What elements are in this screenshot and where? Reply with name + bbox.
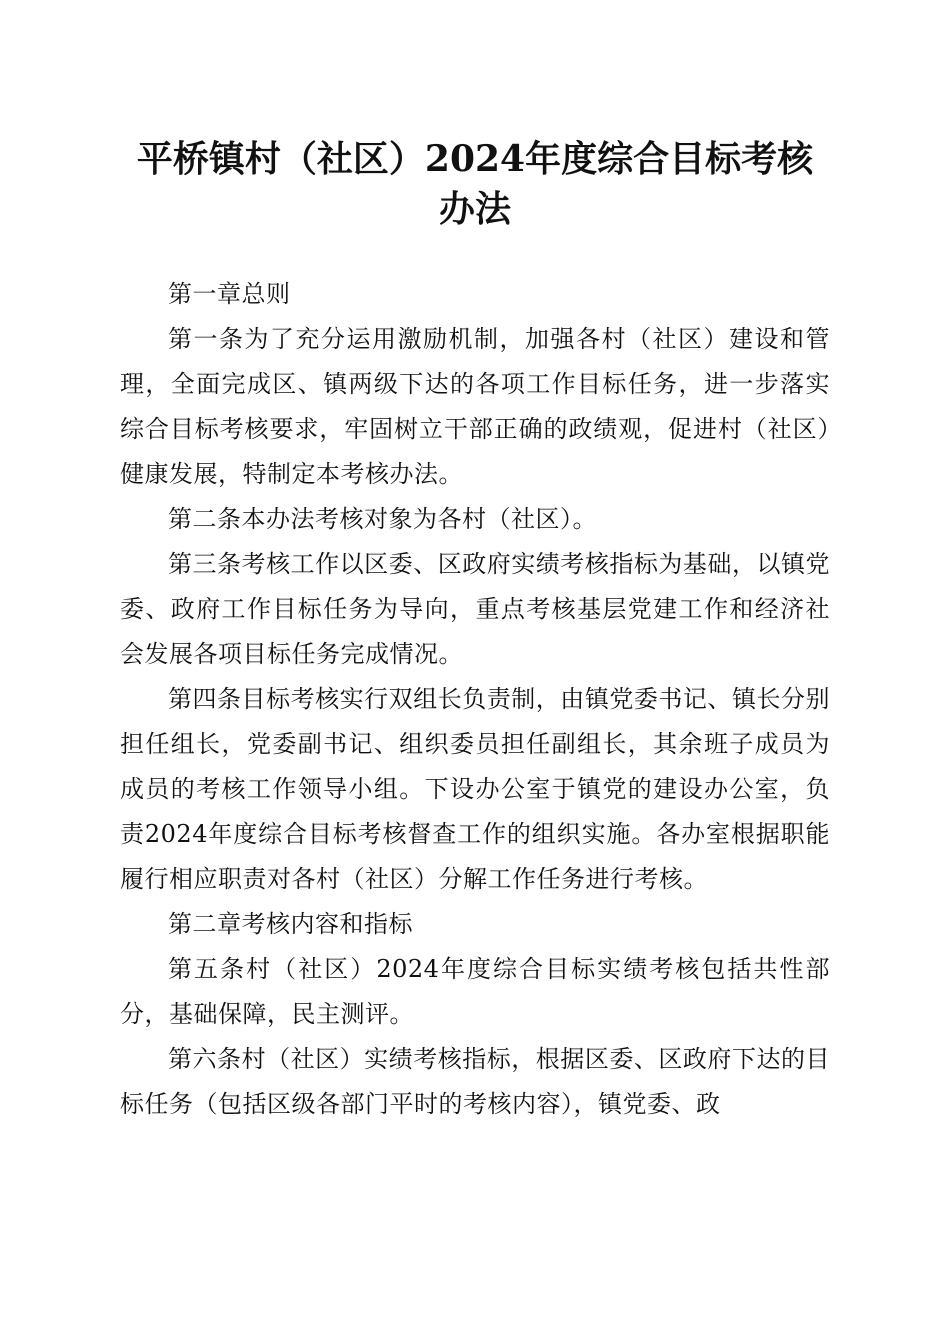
article-paragraph: 第二条本办法考核对象为各村（社区）。 [168, 505, 597, 533]
article-paragraph: 第四条目标考核实行双组长负责制，由镇党委书记、镇长分别担任组长，党委副书记、组织委员担任副组长，其余班子成员为成员的考核工作领导小组。下设办公室于镇党的建设办公室，负责2024年度综合目标考核督查工作的组织实施。各办室根据职能履行相应职责对各村（社区）分解工作任务进行考核。 [120, 685, 830, 893]
article-paragraph: 第六条村（社区）实绩考核指标，根据区委、区政府下达的目标任务（包括区级各部门平时的考核内容），镇党委、政 [120, 1045, 830, 1118]
article-paragraph: 第五条村（社区）2024年度综合目标实绩考核包括共性部分，基础保障，民主测评。 [120, 955, 830, 1028]
chapter-heading: 第一章总则 [168, 280, 291, 308]
article-paragraph: 第一条为了充分运用激励机制，加强各村（社区）建设和管理，全面完成区、镇两级下达的各项工作目标任务，进一步落实综合目标考核要求，牢固树立干部正确的政绩观，促进村（社区）健康发展，特制定本考核办法。 [120, 325, 830, 488]
article-paragraph: 第三条考核工作以区委、区政府实绩考核指标为基础，以镇党委、政府工作目标任务为导向，重点考核基层党建工作和经济社会发展各项目标任务完成情况。 [120, 550, 830, 668]
document-title: 平桥镇村（社区）2024年度综合目标考核办法 [136, 138, 814, 230]
document-body [120, 272, 830, 1127]
chapter-heading: 第二章考核内容和指标 [168, 910, 413, 938]
